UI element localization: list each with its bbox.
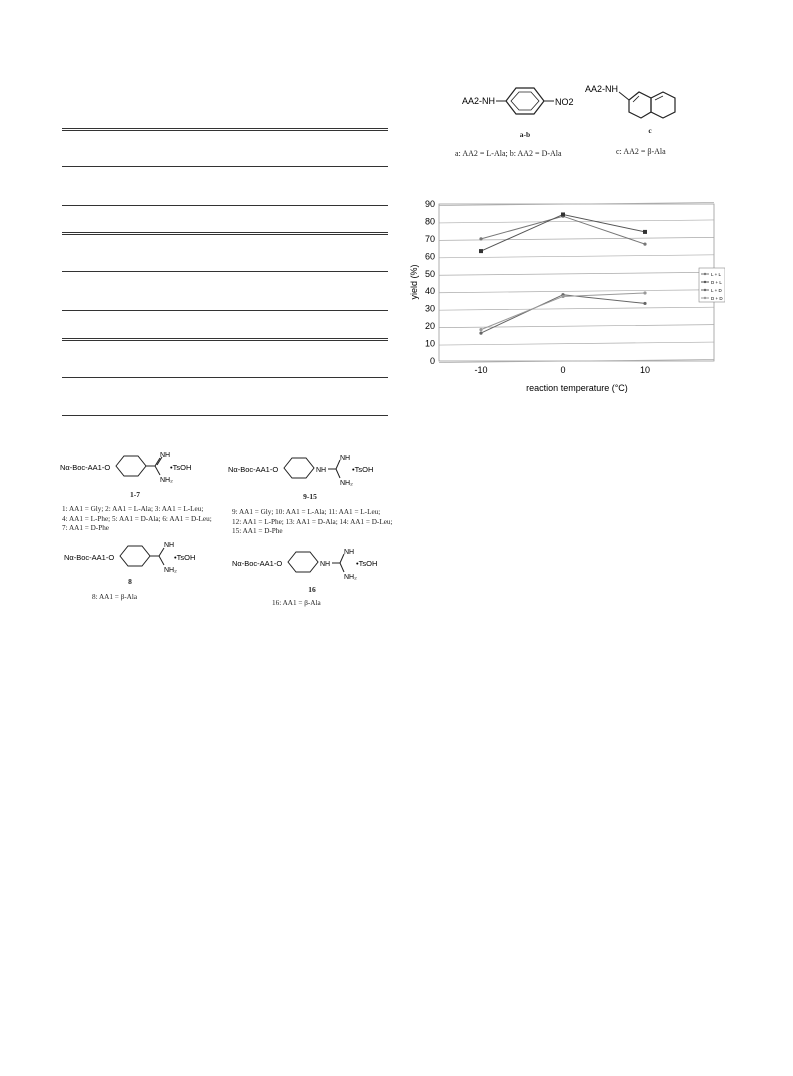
- amidine-structure-drawing: [60, 448, 220, 488]
- tsoh-label: •TsOH: [352, 465, 374, 474]
- gridline: [439, 255, 714, 258]
- substituent-label: AA2-NH: [585, 84, 619, 94]
- y-tick-label: 30: [424, 303, 435, 314]
- table-rule: [62, 271, 388, 272]
- svg-text:NH: NH: [316, 467, 327, 474]
- caption-9-15: [232, 508, 397, 537]
- boc-prefix-label: Nα-Boc-AA1-O: [60, 463, 111, 472]
- y-tick-label: 90: [424, 199, 435, 209]
- caption-line: 7: AA1 = D-Phe: [62, 524, 109, 532]
- nitroanilide-structure-drawing: [460, 80, 590, 120]
- legend-marker: [704, 273, 706, 275]
- data-point: [561, 295, 564, 298]
- nitro-group-label: NO2: [555, 97, 574, 107]
- table-rule: [62, 166, 388, 167]
- data-point: [479, 328, 482, 331]
- x-tick-label: -10: [474, 365, 488, 375]
- compound-label-8: 8: [128, 577, 132, 586]
- svg-text:NH: NH: [344, 549, 355, 556]
- caption-16: 16: AA1 = β-Ala: [272, 599, 321, 607]
- compound-label-16: 16: [308, 585, 316, 594]
- caption-line: 9: AA1 = Gly; 10: AA1 = L-Ala; 11: AA1 = L-Leu;: [232, 508, 381, 516]
- gridline: [439, 307, 714, 310]
- tsoh-label: •TsOH: [174, 553, 196, 562]
- boc-prefix-label: Nα-Boc-AA1-O: [232, 559, 283, 568]
- series-line: [481, 293, 645, 330]
- y-tick-label: 60: [424, 251, 435, 262]
- caption-8: 8: AA1 = β-Ala: [92, 593, 138, 601]
- data-point: [479, 237, 482, 240]
- legend-marker: [704, 281, 706, 283]
- caption-c: c: AA2 = β-Ala: [616, 147, 666, 156]
- yield-chart-svg: [405, 198, 725, 398]
- caption-1-7: [62, 505, 232, 534]
- tsoh-label: •TsOH: [356, 559, 378, 568]
- table-rule: [62, 205, 388, 206]
- data-point: [643, 302, 646, 305]
- data-point: [643, 291, 646, 294]
- compound-label-ab: a-b: [519, 130, 531, 139]
- caption-line: 1: AA1 = Gly; 2: AA1 = L-Ala; 3: AA1 = L-Leu;: [62, 505, 204, 513]
- compound-label-1-7: 1-7: [130, 490, 140, 499]
- data-point: [479, 249, 483, 253]
- compound-label-c: c: [648, 126, 652, 135]
- tsoh-label: •TsOH: [170, 463, 192, 472]
- structure-amidine-8: [64, 538, 224, 578]
- y-tick-label: 80: [424, 216, 435, 227]
- legend-marker: [704, 297, 706, 299]
- legend-marker: [704, 289, 706, 291]
- plot-area-border: [439, 204, 714, 361]
- table-rule-bottom: [62, 415, 388, 416]
- table-rule-top: [62, 128, 388, 131]
- x-tick-label: 0: [560, 365, 566, 375]
- caption-line: 4: AA1 = L-Phe; 5: AA1 = D-Ala; 6: AA1 = D-Leu;: [62, 514, 212, 523]
- structure-guanidine-9-15: [228, 452, 398, 492]
- table-rule: [62, 338, 388, 341]
- svg-text:NH₂: NH₂: [164, 567, 177, 574]
- amidine-structure-drawing: [64, 538, 224, 578]
- gridline: [439, 290, 714, 293]
- x-tick-label: 10: [639, 365, 651, 375]
- guanidine-structure-drawing: [228, 452, 398, 492]
- y-tick-label: 40: [424, 286, 435, 297]
- y-tick-label: 0: [429, 356, 435, 366]
- svg-text:NH₂: NH₂: [340, 480, 353, 487]
- svg-text:NH: NH: [340, 455, 351, 462]
- legend-label: D + D: [711, 296, 723, 301]
- legend-label: L + L: [711, 272, 721, 277]
- gridline: [439, 325, 714, 328]
- gridline: [439, 342, 714, 345]
- svg-text:NH: NH: [320, 561, 331, 568]
- naphthylamide-structure-drawing: [585, 80, 695, 122]
- data-point: [643, 230, 647, 234]
- legend-label: D + L: [711, 280, 722, 285]
- svg-text:NH₂: NH₂: [160, 477, 173, 484]
- table-rule: [62, 232, 388, 235]
- structure-amidine-1-7: [60, 448, 220, 488]
- y-tick-label: 70: [424, 233, 435, 244]
- gridline: [439, 272, 714, 275]
- svg-text:NH: NH: [164, 542, 175, 549]
- svg-text:NH: NH: [160, 452, 171, 459]
- y-tick-label: 10: [424, 338, 435, 349]
- y-tick-label: 20: [424, 321, 435, 332]
- data-point: [643, 243, 646, 246]
- series-line: [481, 295, 645, 333]
- svg-text:NH₂: NH₂: [344, 574, 357, 581]
- structure-naphthylamide: [585, 80, 695, 130]
- boc-prefix-label: Nα-Boc-AA1-O: [228, 465, 279, 474]
- caption-line: 15: AA1 = D-Phe: [232, 527, 283, 535]
- guanidine-structure-drawing: [232, 546, 402, 586]
- caption-ab: a: AA2 = L-Ala; b: AA2 = D-Ala: [455, 149, 562, 158]
- caption-line: 12: AA1 = L-Phe; 13: AA1 = D-Ala; 14: AA1 = D-Leu;: [232, 517, 393, 526]
- structure-guanidine-16: [232, 546, 402, 586]
- series-line: [481, 214, 645, 251]
- x-axis-label: reaction temperature (°C): [526, 383, 628, 393]
- y-tick-label: 50: [424, 268, 435, 279]
- y-axis-label: yield (%): [409, 264, 419, 300]
- legend-label: L + D: [711, 288, 722, 293]
- data-point: [479, 331, 482, 334]
- table-rule: [62, 310, 388, 311]
- structure-nitroanilide: [460, 80, 590, 130]
- boc-prefix-label: Nα-Boc-AA1-O: [64, 553, 115, 562]
- table-rule: [62, 377, 388, 378]
- substituent-label: AA2-NH: [462, 96, 496, 106]
- data-point: [561, 212, 565, 216]
- compound-label-9-15: 9-15: [303, 492, 317, 501]
- yield-chart: [405, 198, 725, 398]
